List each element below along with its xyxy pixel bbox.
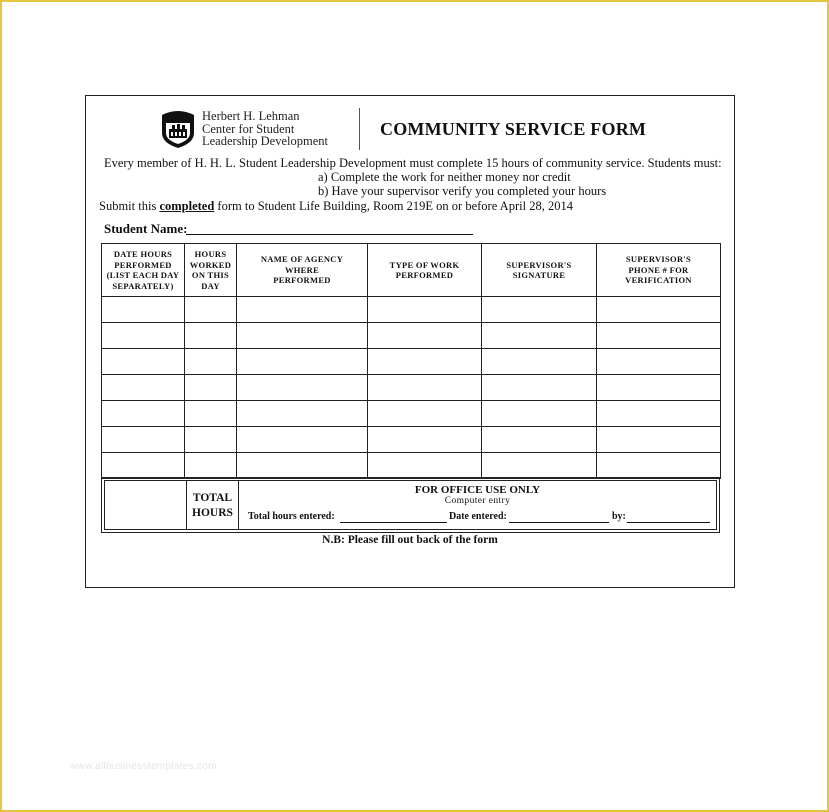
submit-prefix: Submit this [99, 199, 160, 213]
table-cell[interactable] [368, 349, 482, 375]
table-cell[interactable] [237, 297, 368, 323]
header-hours: HOURS WORKED ON THIS DAY [185, 244, 237, 297]
table-cell[interactable] [597, 453, 721, 479]
table-cell[interactable] [185, 453, 237, 479]
table-cell[interactable] [102, 349, 185, 375]
table-cell[interactable] [185, 297, 237, 323]
table-cell[interactable] [237, 323, 368, 349]
table-cell[interactable] [185, 349, 237, 375]
office-use-heading: FOR OFFICE USE ONLY [414, 484, 541, 496]
table-cell[interactable] [102, 375, 185, 401]
submit-instructions [99, 199, 573, 214]
total-hours-label-box [187, 481, 239, 529]
table-cell[interactable] [102, 323, 185, 349]
table-cell[interactable] [368, 401, 482, 427]
watermark: www.allbusinesstemplates.com [70, 761, 217, 772]
rule-b: b) Have your supervisor verify you completed your hours [318, 184, 607, 198]
date-entered-label: Date entered: [449, 511, 507, 522]
computer-entry-subheading: Computer entry [444, 496, 511, 506]
header-divider [359, 108, 360, 150]
table-row [102, 375, 721, 401]
header-agency: NAME OF AGENCY WHERE PERFORMED [237, 244, 368, 297]
table-cell[interactable] [368, 297, 482, 323]
total-hours-entered-field[interactable] [340, 522, 447, 523]
date-entered-field[interactable] [509, 522, 609, 523]
form-title: COMMUNITY SERVICE FORM [380, 119, 647, 139]
office-use-section [101, 477, 720, 533]
service-log-table [101, 243, 721, 479]
table-row [102, 427, 721, 453]
table-cell[interactable] [102, 427, 185, 453]
total-hours-entered-label: Total hours entered: [248, 511, 335, 522]
table-cell[interactable] [237, 427, 368, 453]
table-cell[interactable] [368, 453, 482, 479]
by-label: by: [612, 511, 626, 522]
table-cell[interactable] [482, 349, 597, 375]
rule-a: a) Complete the work for neither money nor credit [318, 170, 571, 184]
total-hours-value-box[interactable] [105, 481, 187, 529]
table-cell[interactable] [597, 349, 721, 375]
entered-by-field[interactable] [627, 522, 710, 523]
table-cell[interactable] [237, 375, 368, 401]
header-phone: SUPERVISOR'S PHONE # FOR VERIFICATION [597, 244, 721, 297]
office-use-inner [104, 480, 717, 530]
table-cell[interactable] [368, 427, 482, 453]
total-label-line-2: HOURS [192, 507, 233, 519]
footer-note: N.B: Please fill out back of the form [322, 534, 498, 546]
table-cell[interactable] [237, 349, 368, 375]
submit-suffix: form to Student Life Building, Room 219E on or before April 28, 2014 [214, 199, 573, 213]
table-cell[interactable] [597, 323, 721, 349]
total-label-line-1: TOTAL [192, 492, 233, 504]
office-entry-area [239, 481, 716, 529]
table-cell[interactable] [185, 427, 237, 453]
table-cell[interactable] [597, 297, 721, 323]
table-cell[interactable] [597, 375, 721, 401]
table-cell[interactable] [482, 323, 597, 349]
table-cell[interactable] [597, 427, 721, 453]
table-cell[interactable] [102, 401, 185, 427]
student-name-field[interactable] [186, 234, 473, 235]
table-row [102, 297, 721, 323]
table-cell[interactable] [482, 427, 597, 453]
table-cell[interactable] [482, 401, 597, 427]
table-cell[interactable] [482, 375, 597, 401]
intro-text: Every member of H. H. L. Student Leadership Development must complete 15 hours of community service. Students must: [104, 156, 722, 170]
table-row [102, 401, 721, 427]
table-cell[interactable] [482, 297, 597, 323]
table-cell[interactable] [237, 453, 368, 479]
header-signature: SUPERVISOR'S SIGNATURE [482, 244, 597, 297]
organization-name [202, 110, 328, 148]
table-row [102, 453, 721, 479]
lehman-logo-icon [160, 109, 196, 149]
table-cell[interactable] [185, 401, 237, 427]
table-cell[interactable] [102, 297, 185, 323]
table-cell[interactable] [482, 453, 597, 479]
org-line-3: Leadership Development [202, 134, 328, 148]
table-row [102, 323, 721, 349]
table-cell[interactable] [368, 375, 482, 401]
table-header-row [102, 244, 721, 297]
org-line-1: Herbert H. Lehman [202, 109, 300, 123]
header-date: DATE HOURS PERFORMED (LIST EACH DAY SEPARATELY) [102, 244, 185, 297]
org-line-2: Center for Student [202, 121, 295, 136]
total-hours-label [187, 491, 238, 521]
table-cell[interactable] [368, 323, 482, 349]
table-cell[interactable] [237, 401, 368, 427]
student-name-label: Student Name: [104, 221, 188, 236]
header-work-type: TYPE OF WORK PERFORMED [368, 244, 482, 297]
submit-emphasis: completed [159, 199, 215, 213]
table-cell[interactable] [185, 323, 237, 349]
form-document [85, 95, 735, 588]
table-cell[interactable] [185, 375, 237, 401]
table-row [102, 349, 721, 375]
table-cell[interactable] [102, 453, 185, 479]
table-cell[interactable] [597, 401, 721, 427]
